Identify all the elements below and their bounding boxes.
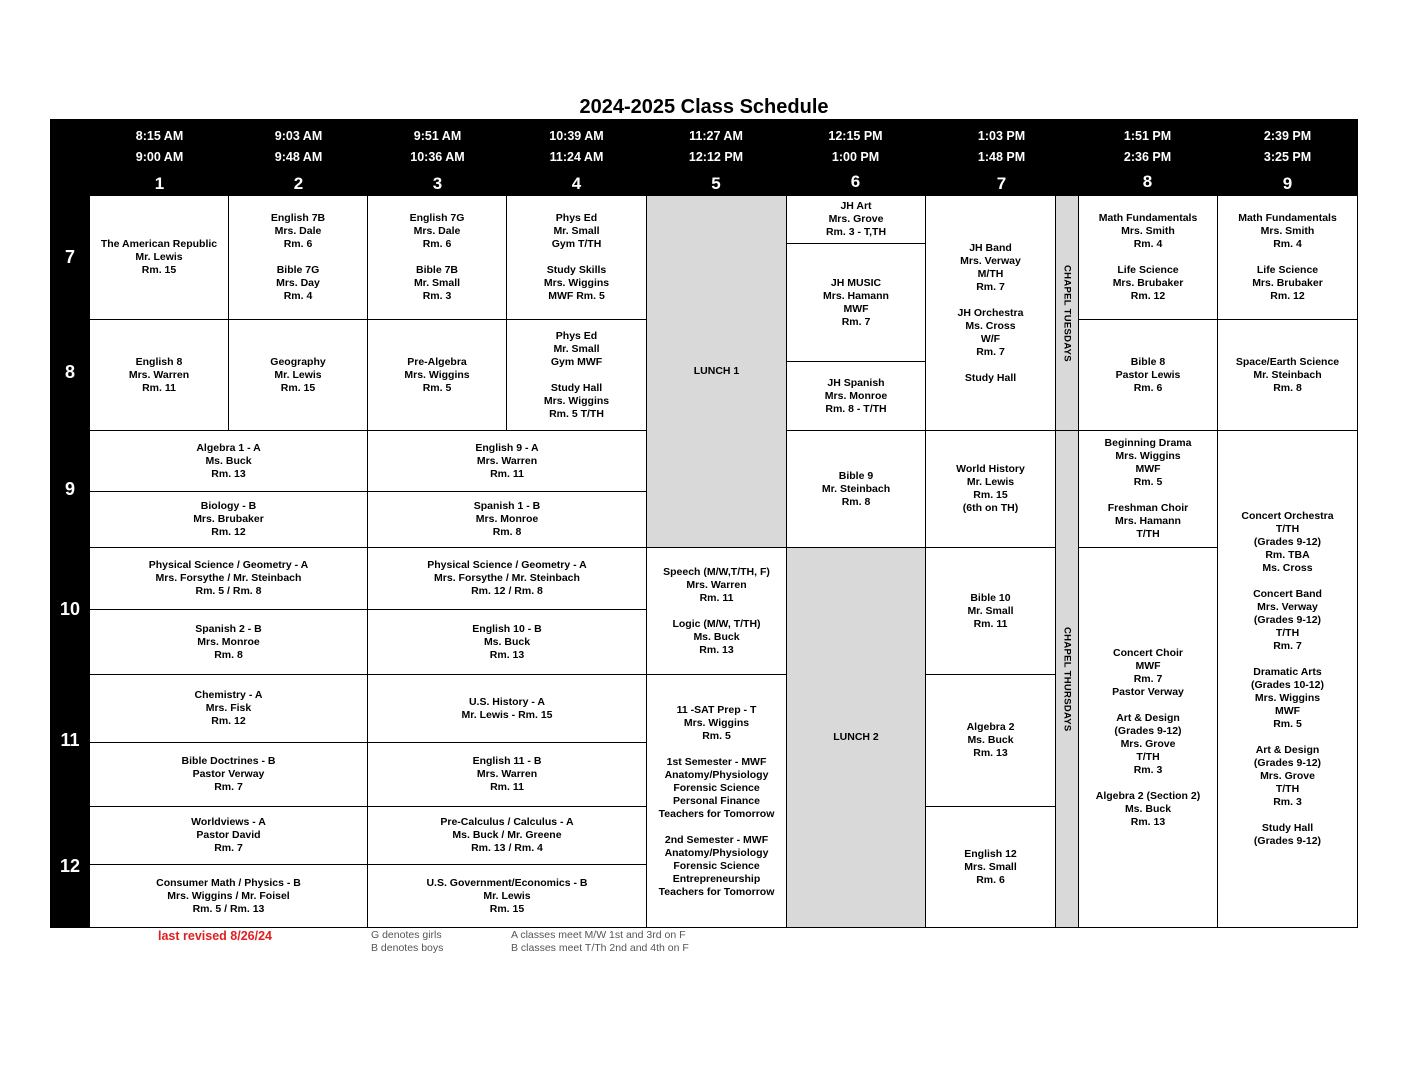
grade-12-label: 12 xyxy=(59,856,81,876)
period-9-time: 2:39 PM 3:25 PM xyxy=(1263,129,1312,164)
class-cell: English 9 - A Mrs. Warren Rm. 11 xyxy=(367,430,647,492)
period-4-number: 4 xyxy=(571,174,582,193)
class-cell: English 7B Mrs. Dale Rm. 6 Bible 7G Mrs. Day Rm. 4 xyxy=(228,195,368,320)
class-cell: Math Fundamentals Mrs. Smith Rm. 4 Life Science Mrs. Brubaker Rm. 12 xyxy=(1078,195,1218,320)
class-cell: Beginning Drama Mrs. Wiggins MWF Rm. 5 Freshman Choir Mrs. Hamann T/TH xyxy=(1078,430,1218,548)
period-5-time: 11:27 AM 12:12 PM xyxy=(688,129,744,164)
grade-9-label: 9 xyxy=(64,479,75,499)
page-title: 2024-2025 Class Schedule xyxy=(579,96,829,118)
class-cell: JH Band Mrs. Verway M/TH Rm. 7 JH Orchestra Ms. Cross W/F Rm. 7 Study Hall xyxy=(925,195,1056,431)
period-3-number: 3 xyxy=(432,174,443,193)
lunch-2-block: LUNCH 2 xyxy=(786,547,926,928)
class-cell: JH Spanish Mrs. Monroe Rm. 8 - T/TH xyxy=(786,361,926,431)
grade-sidebar xyxy=(50,195,90,928)
class-cell: Phys Ed Mr. Small Gym MWF Study Hall Mrs. Wiggins Rm. 5 T/TH xyxy=(506,319,647,431)
period-2-number: 2 xyxy=(293,174,304,193)
ab-schedule-legend: A classes meet M/W 1st and 3rd on F B classes meet T/Th 2nd and 4th on F xyxy=(511,929,689,954)
class-cell: U.S. History - A Mr. Lewis - Rm. 15 xyxy=(367,674,647,743)
grade-7-label: 7 xyxy=(64,247,75,267)
class-cell: Math Fundamentals Mrs. Smith Rm. 4 Life Science Mrs. Brubaker Rm. 12 xyxy=(1217,195,1358,320)
period-2-time: 9:03 AM 9:48 AM xyxy=(274,129,323,164)
lunch-1-block: LUNCH 1 xyxy=(646,195,787,548)
grade-10-label: 10 xyxy=(59,599,81,619)
class-cell: Bible 8 Pastor Lewis Rm. 6 xyxy=(1078,319,1218,431)
class-cell: Physical Science / Geometry - A Mrs. Forsythe / Mr. Steinbach Rm. 5 / Rm. 8 xyxy=(89,547,368,610)
class-cell: Consumer Math / Physics - B Mrs. Wiggins / Mr. Foisel Rm. 5 / Rm. 13 xyxy=(89,864,368,928)
class-cell: Chemistry - A Mrs. Fisk Rm. 12 xyxy=(89,674,368,743)
gender-legend: G denotes girls B denotes boys xyxy=(371,929,444,954)
grade-8-label: 8 xyxy=(64,362,75,382)
class-cell: Pre-Algebra Mrs. Wiggins Rm. 5 xyxy=(367,319,507,431)
class-cell: Space/Earth Science Mr. Steinbach Rm. 8 xyxy=(1217,319,1358,431)
period-9-number: 9 xyxy=(1282,174,1293,193)
chapel-tuesdays-strip xyxy=(1055,195,1079,431)
period-8-number: 8 xyxy=(1142,172,1153,191)
class-cell: Geography Mr. Lewis Rm. 15 xyxy=(228,319,368,431)
class-cell: Bible 10 Mr. Small Rm. 11 xyxy=(925,547,1056,675)
period-1-number: 1 xyxy=(154,174,165,193)
period-4-time: 10:39 AM 11:24 AM xyxy=(549,129,604,164)
class-cell: Concert Orchestra T/TH (Grades 9-12) Rm. TBA Ms. Cross Concert Band Mrs. Verway (Grades 9-12) T/TH Rm. 7 Dramatic Arts (Grades 10-12) Mrs. Wiggins MWF Rm. 5 Art & Design (Grades 9-12) Mrs. Grove T/TH Rm. 3 Study Hall (Grades 9-12) xyxy=(1217,430,1358,928)
class-cell: Concert Choir MWF Rm. 7 Pastor Verway Art & Design (Grades 9-12) Mrs. Grove T/TH Rm. 3 Algebra 2 (Section 2) Ms. Buck Rm. 13 xyxy=(1078,547,1218,928)
class-cell: JH Art Mrs. Grove Rm. 3 - T,TH xyxy=(786,195,926,244)
class-cell: The American Republic Mr. Lewis Rm. 15 xyxy=(89,195,229,320)
class-cell: Algebra 2 Ms. Buck Rm. 13 xyxy=(925,674,1056,807)
class-cell: Spanish 1 - B Mrs. Monroe Rm. 8 xyxy=(367,491,647,548)
class-cell: Phys Ed Mr. Small Gym T/TH Study Skills Mrs. Wiggins MWF Rm. 5 xyxy=(506,195,647,320)
class-cell: Bible 9 Mr. Steinbach Rm. 8 xyxy=(786,430,926,548)
class-cell: English 8 Mrs. Warren Rm. 11 xyxy=(89,319,229,431)
class-cell: Pre-Calculus / Calculus - A Ms. Buck / Mr. Greene Rm. 13 / Rm. 4 xyxy=(367,806,647,865)
class-cell: English 12 Mrs. Small Rm. 6 xyxy=(925,806,1056,928)
class-cell: English 10 - B Ms. Buck Rm. 13 xyxy=(367,609,647,675)
period-3-time: 9:51 AM 10:36 AM xyxy=(410,129,465,164)
period-6-number: 6 xyxy=(850,172,861,191)
period-5-number: 5 xyxy=(711,174,721,193)
class-cell: English 11 - B Mrs. Warren Rm. 11 xyxy=(367,742,647,807)
class-cell: English 7G Mrs. Dale Rm. 6 Bible 7B Mr. Small Rm. 3 xyxy=(367,195,507,320)
class-cell: World History Mr. Lewis Rm. 15 (6th on TH) xyxy=(925,430,1056,548)
class-cell: Worldviews - A Pastor David Rm. 7 xyxy=(89,806,368,865)
class-cell: Bible Doctrines - B Pastor Verway Rm. 7 xyxy=(89,742,368,807)
period-7-time: 1:03 PM 1:48 PM xyxy=(977,129,1026,164)
period-8-time: 1:51 PM 2:36 PM xyxy=(1123,129,1172,164)
period-1-time: 8:15 AM 9:00 AM xyxy=(135,129,184,164)
class-cell: U.S. Government/Economics - B Mr. Lewis Rm. 15 xyxy=(367,864,647,928)
class-cell: Spanish 2 - B Mrs. Monroe Rm. 8 xyxy=(89,609,368,675)
class-cell: JH MUSIC Mrs. Hamann MWF Rm. 7 xyxy=(786,243,926,362)
period-7-number: 7 xyxy=(996,174,1007,193)
class-cell: Algebra 1 - A Ms. Buck Rm. 13 xyxy=(89,430,368,492)
last-revised-note: last revised 8/26/24 xyxy=(158,929,272,943)
chapel-tuesdays-label: CHAPEL TUESDAYS xyxy=(1061,264,1073,362)
chapel-thursdays-strip xyxy=(1055,430,1079,928)
class-cell: Physical Science / Geometry - A Mrs. Forsythe / Mr. Steinbach Rm. 12 / Rm. 8 xyxy=(367,547,647,610)
class-cell: Biology - B Mrs. Brubaker Rm. 12 xyxy=(89,491,368,548)
grade-11-label: 11 xyxy=(60,730,80,750)
class-cell: Speech (M/W,T/TH, F) Mrs. Warren Rm. 11 Logic (M/W, T/TH) Ms. Buck Rm. 13 xyxy=(646,547,787,675)
period-6-time: 12:15 PM 1:00 PM xyxy=(828,129,883,164)
chapel-thursdays-label: CHAPEL THURSDAYS xyxy=(1061,626,1073,732)
class-cell: 11 -SAT Prep - T Mrs. Wiggins Rm. 5 1st Semester - MWF Anatomy/Physiology Forensic Science Personal Finance Teachers for Tomorrow 2nd Semester - MWF Anatomy/Physiology Forensic Science Entrepreneurship Teachers for Tomorrow xyxy=(646,674,787,928)
